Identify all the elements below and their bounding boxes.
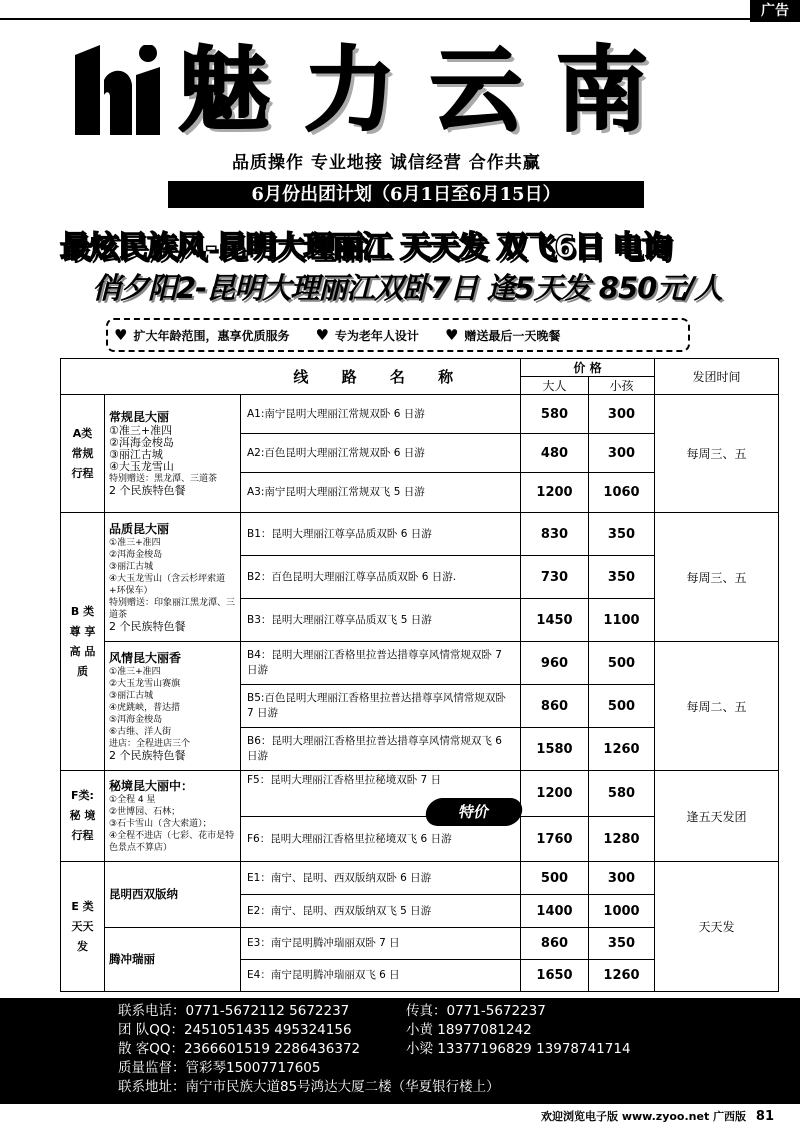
price-child: 300: [589, 862, 655, 895]
price-child: 300: [589, 395, 655, 434]
route-a1: A1:南宁昆明大理丽江常规双卧 6 日游: [241, 395, 521, 434]
tagline: 品质操作 专业地接 诚信经营 合作共赢: [232, 153, 541, 173]
route-b3: B3：昆明大理丽江尊享品质双飞 5 日游: [241, 599, 521, 642]
price-child: 1260: [589, 960, 655, 992]
category-e: E 类 天天 发: [61, 862, 105, 992]
price-child: 350: [589, 556, 655, 599]
header-child: 小孩: [589, 377, 655, 395]
contact-xiaohuang: 小黄 18977081242: [406, 1022, 532, 1038]
package-e1: 昆明西双版纳: [105, 862, 241, 928]
feature-item: ♥ 赠送最后一天晚餐: [444, 326, 561, 344]
price-child: 300: [589, 434, 655, 473]
route-b2: B2：百色昆明大理丽江尊享品质双卧 6 日游.: [241, 556, 521, 599]
price-child: 350: [589, 928, 655, 960]
price-adult: 1200: [521, 771, 589, 817]
feature-bar: [106, 318, 690, 352]
package-b2: 风情昆大丽香 ①准三+准四 ②大玉龙雪山赛旗 ③丽江古城 ④虎跳峡，普达措 ⑤洱海金梭岛 ⑥古维、洋人街 进店：全程进店三个 2 个民族特色餐: [105, 642, 241, 771]
headline-1: 最炫民族风-昆明大理丽江 天天发 双飞6日 电询: [60, 230, 671, 265]
price-child: 1000: [589, 895, 655, 928]
package-a: 常规昆大丽 ①准三+准四 ②洱海金梭岛 ③丽江古城 ④大玉龙雪山 特别赠送：黑龙潭、三道茶 2 个民族特色餐: [105, 395, 241, 513]
price-adult: 730: [521, 556, 589, 599]
header-price: 价 格: [521, 359, 655, 377]
header-blank: [61, 359, 241, 395]
package-b1: 品质昆大丽 ①准三+准四 ②洱海金梭岛 ③丽江古城 ④大玉龙雪山（含云杉坪索道+环保车） 特别赠送：印象丽江黑龙潭、三道茶 2 个民族特色餐: [105, 513, 241, 642]
route-a3: A3:南宁昆明大理丽江常规双飞 5 日游: [241, 473, 521, 513]
site-footer: [0, 1108, 800, 1124]
price-child: 1100: [589, 599, 655, 642]
top-rule: [0, 18, 750, 20]
departure-f: 逢五天发团: [655, 771, 779, 862]
category-f: F类: 秘 境 行程: [61, 771, 105, 862]
route-table: [60, 358, 779, 992]
price-adult: 1580: [521, 728, 589, 771]
heart-icon: ♥: [114, 326, 128, 344]
feature-item: ♥ 扩大年龄范围，惠享优质服务: [114, 326, 290, 344]
package-f: 秘境昆大丽中： ①全程 4 星 ②世博园、石林； ③石卡雪山（含大索道）； ④全程不进店（七彩、花市是特色景点不算店）: [105, 771, 241, 862]
route-b4: B4：昆明大理丽江香格里拉普达措尊享风情常规双卧 7 日游: [241, 642, 521, 685]
contact-team-qq: 团 队QQ：2451051435 495324156: [118, 1022, 352, 1038]
route-b6: B6：昆明大理丽江香格里拉普达措尊享风情常规双飞 6 日游: [241, 728, 521, 771]
package-e2: 腾冲瑞丽: [105, 928, 241, 992]
route-f6: F6：昆明大理丽江香格里拉秘境双飞 6 日游: [241, 817, 521, 862]
category-b: B 类 尊 享 高 品 质: [61, 513, 105, 771]
price-adult: 830: [521, 513, 589, 556]
category-a: A类 常规 行程: [61, 395, 105, 513]
price-adult: 580: [521, 395, 589, 434]
heart-icon: ♥: [315, 326, 329, 344]
departure-a: 每周三、五: [655, 395, 779, 513]
price-adult: 1200: [521, 473, 589, 513]
contact-guest-qq: 散 客QQ：2366601519 2286436372: [118, 1041, 361, 1057]
price-child: 1260: [589, 728, 655, 771]
price-adult: 480: [521, 434, 589, 473]
logo-icon: [70, 45, 160, 135]
price-adult: 500: [521, 862, 589, 895]
price-adult: 860: [521, 928, 589, 960]
route-a2: A2:百色昆明大理丽江常规双卧 6 日游: [241, 434, 521, 473]
contact-supervisor: 质量监督：管彩琴15007717605: [118, 1060, 321, 1076]
departure-b2: 每周二、五: [655, 642, 779, 771]
edition-label: 广西版: [713, 1110, 747, 1123]
departure-e: 天天发: [655, 862, 779, 992]
contact-xiaoliang: 小梁 13377196829 13978741714: [406, 1041, 631, 1057]
price-child: 500: [589, 685, 655, 728]
header-route: 线 路 名 称: [241, 359, 521, 395]
price-child: 1280: [589, 817, 655, 862]
contact-fax: 传真：0771-5672237: [406, 1003, 546, 1019]
price-adult: 1760: [521, 817, 589, 862]
header-time: 发团时间: [655, 359, 779, 395]
headline-2: 俏夕阳2-昆明大理丽江双卧7日 逢5天发 850元/人: [92, 271, 722, 305]
price-adult: 1400: [521, 895, 589, 928]
page-title: 魅力云南: [178, 37, 683, 144]
price-child: 1060: [589, 473, 655, 513]
page-number: 81: [755, 1109, 774, 1124]
route-e3: E3：南宁昆明腾冲瑞丽双卧 7 日: [241, 928, 521, 960]
departure-b1: 每周三、五: [655, 513, 779, 642]
route-b5: B5:百色昆明大理丽江香格里拉普达措尊享风情常规双卧 7 日游: [241, 685, 521, 728]
price-child: 580: [589, 771, 655, 817]
price-adult: 1450: [521, 599, 589, 642]
contact-phone: 联系电话：0771-5672112 5672237: [118, 1003, 350, 1019]
price-child: 350: [589, 513, 655, 556]
header-adult: 大人: [521, 377, 589, 395]
route-e4: E4：南宁昆明腾冲瑞丽双飞 6 日: [241, 960, 521, 992]
plan-banner: 6月份出团计划（6月1日至6月15日）: [168, 181, 644, 208]
site-url: 欢迎浏览电子版 www.zyoo.net: [541, 1110, 710, 1123]
route-e2: E2：南宁、昆明、西双版纳双飞 5 日游: [241, 895, 521, 928]
route-e1: E1：南宁、昆明、西双版纳双卧 6 日游: [241, 862, 521, 895]
price-adult: 960: [521, 642, 589, 685]
contact-address: 联系地址：南宁市民族大道85号鸿达大厦二楼（华夏银行楼上）: [118, 1079, 500, 1095]
route-f5: F5：昆明大理丽江香格里拉秘境双卧 7 日: [241, 771, 521, 817]
feature-item: ♥ 专为老年人设计: [315, 326, 419, 344]
price-child: 500: [589, 642, 655, 685]
price-adult: 860: [521, 685, 589, 728]
contact-footer: [0, 998, 800, 1104]
price-adult: 1650: [521, 960, 589, 992]
route-b1: B1：昆明大理丽江尊享品质双卧 6 日游: [241, 513, 521, 556]
heart-icon: ♥: [444, 326, 459, 344]
special-price-badge: 特价: [424, 798, 525, 826]
ad-tag: 广告: [750, 0, 800, 22]
